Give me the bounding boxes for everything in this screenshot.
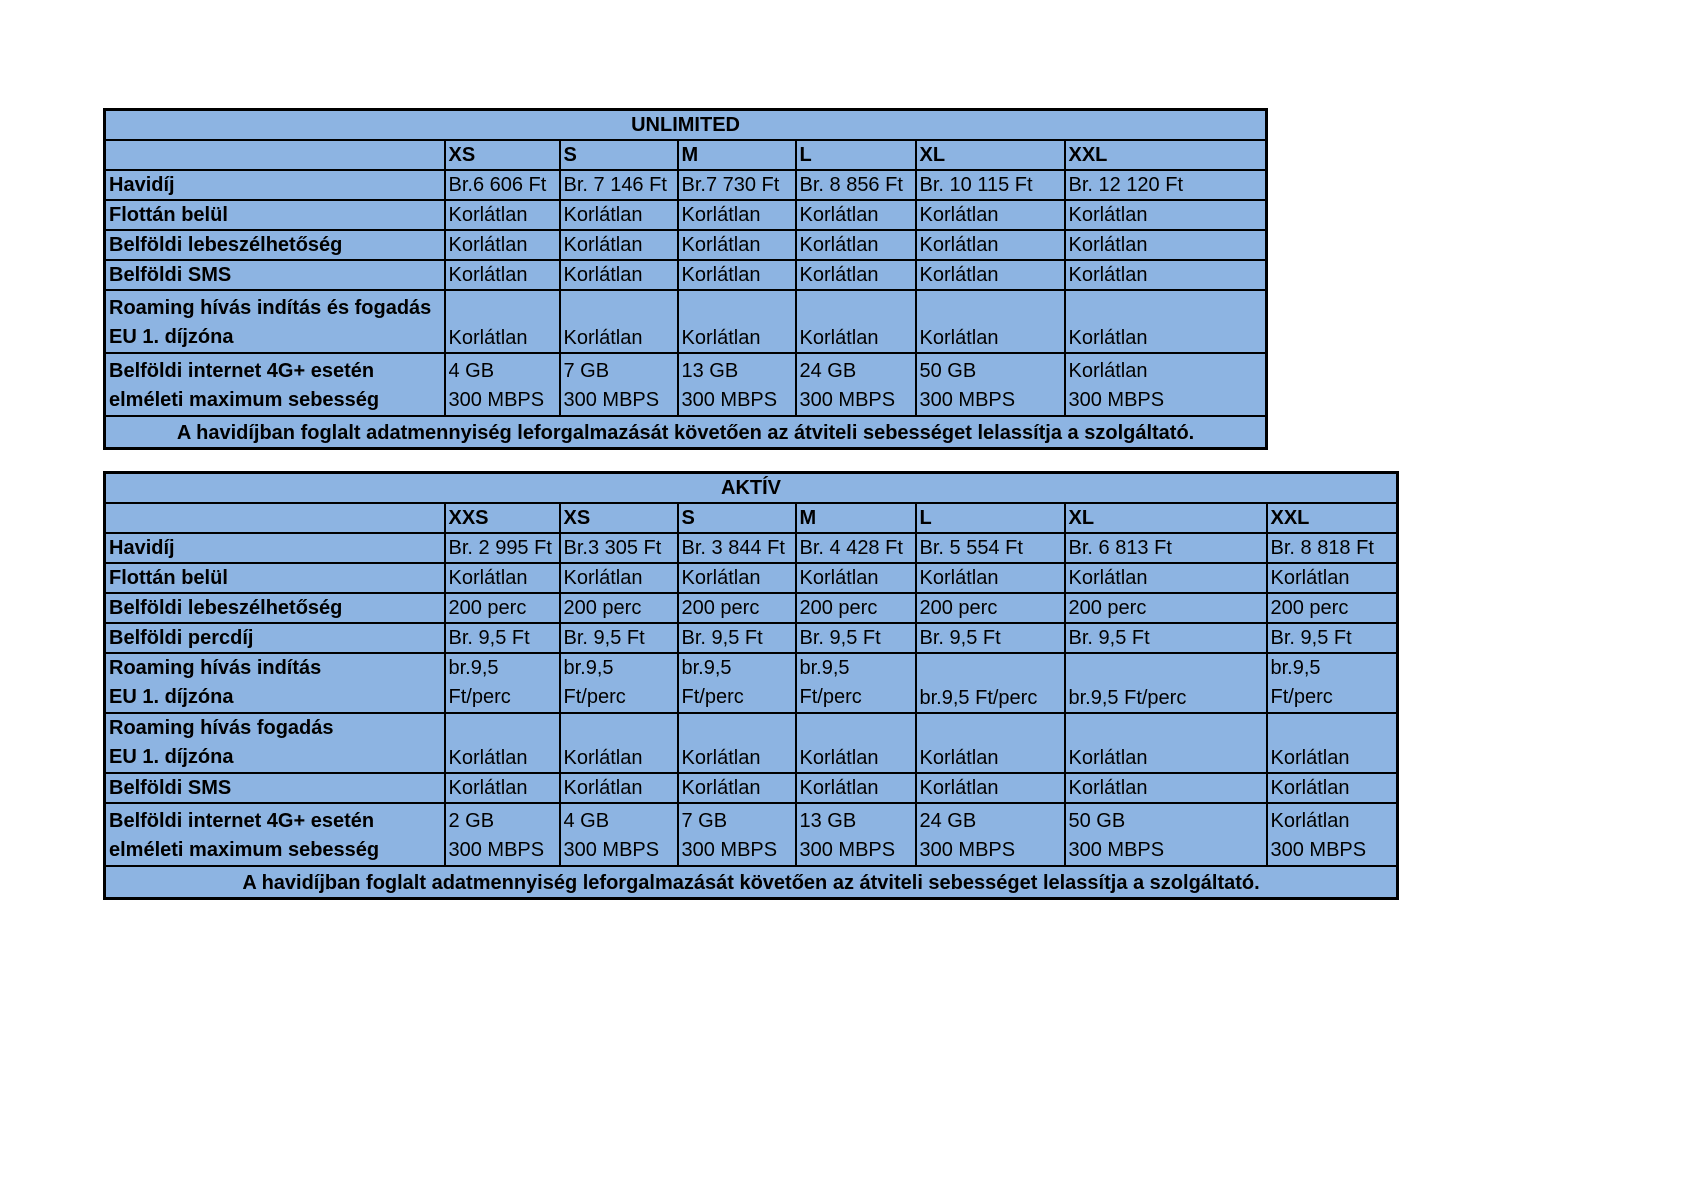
- plan-header: L: [796, 140, 916, 170]
- table-cell: Korlátlan: [678, 563, 796, 593]
- table-cell: 7 GB 300 MBPS: [678, 803, 796, 866]
- plan-header: XS: [560, 503, 678, 533]
- table-cell: Korlátlan: [560, 773, 678, 803]
- table-row: [105, 353, 1267, 416]
- table-cell: Korlátlan: [678, 200, 796, 230]
- plan-header: XS: [445, 140, 560, 170]
- row-label: Havidíj: [105, 533, 445, 563]
- table-cell: br.9,5 Ft/perc: [560, 653, 678, 713]
- table-row: [105, 290, 1267, 353]
- plan-header: XXL: [1267, 503, 1398, 533]
- table-row: [105, 623, 1398, 653]
- table-cell: Korlátlan: [445, 563, 560, 593]
- table-cell: Korlátlan: [1065, 713, 1267, 773]
- table-cell: 200 perc: [1065, 593, 1267, 623]
- plan-header: L: [916, 503, 1065, 533]
- table-cell: 50 GB 300 MBPS: [1065, 803, 1267, 866]
- row-label: Roaming hívás indítás EU 1. díjzóna: [105, 653, 445, 713]
- table-cell: Br. 2 995 Ft: [445, 533, 560, 563]
- plan-header: XL: [1065, 503, 1267, 533]
- table-cell: br.9,5 Ft/perc: [916, 653, 1065, 713]
- table-row: [105, 170, 1267, 200]
- corner-cell: [105, 503, 445, 533]
- table-footnote: A havidíjban foglalt adatmennyiség leforgalmazását követően az átviteli sebességet lelassítja a szolgáltató.: [105, 416, 1267, 449]
- table-row: [105, 773, 1398, 803]
- unlimited-table: [103, 108, 1268, 450]
- table-cell: Br.3 305 Ft: [560, 533, 678, 563]
- table-title: AKTÍV: [105, 473, 1398, 504]
- row-label: Roaming hívás indítás és fogadás EU 1. díjzóna: [105, 290, 445, 353]
- row-label: Belföldi percdíj: [105, 623, 445, 653]
- table-cell: Br. 9,5 Ft: [560, 623, 678, 653]
- table-cell: Korlátlan: [916, 230, 1065, 260]
- table-title: UNLIMITED: [105, 110, 1267, 141]
- table-cell: 13 GB 300 MBPS: [796, 803, 916, 866]
- table-cell: Br. 8 856 Ft: [796, 170, 916, 200]
- table-cell: 200 perc: [796, 593, 916, 623]
- table-cell: Korlátlan: [916, 563, 1065, 593]
- table-row: [105, 563, 1398, 593]
- table-cell: Korlátlan: [445, 290, 560, 353]
- table-cell: Br. 12 120 Ft: [1065, 170, 1267, 200]
- table-cell: Korlátlan: [1065, 200, 1267, 230]
- table-cell: Korlátlan: [796, 230, 916, 260]
- table-cell: Korlátlan: [916, 773, 1065, 803]
- table-cell: Korlátlan: [678, 260, 796, 290]
- table-cell: Korlátlan: [445, 260, 560, 290]
- table-cell: Br. 10 115 Ft: [916, 170, 1065, 200]
- table-footnote: A havidíjban foglalt adatmennyiség leforgalmazását követően az átviteli sebességet lelassítja a szolgáltató.: [105, 866, 1398, 899]
- row-label: Belföldi SMS: [105, 773, 445, 803]
- table-cell: Br. 9,5 Ft: [445, 623, 560, 653]
- table-cell: Br.6 606 Ft: [445, 170, 560, 200]
- plan-header: XL: [916, 140, 1065, 170]
- table-cell: Korlátlan 300 MBPS: [1065, 353, 1267, 416]
- table-cell: Korlátlan: [796, 773, 916, 803]
- table-cell: Korlátlan: [445, 713, 560, 773]
- plan-header: S: [678, 503, 796, 533]
- row-label: Belföldi SMS: [105, 260, 445, 290]
- table-cell: Korlátlan: [560, 563, 678, 593]
- table-cell: Br. 5 554 Ft: [916, 533, 1065, 563]
- table-cell: Br. 3 844 Ft: [678, 533, 796, 563]
- row-label: Roaming hívás fogadás EU 1. díjzóna: [105, 713, 445, 773]
- table-cell: Br. 9,5 Ft: [678, 623, 796, 653]
- table-cell: Br. 9,5 Ft: [916, 623, 1065, 653]
- plan-header: S: [560, 140, 678, 170]
- table-cell: Korlátlan: [796, 713, 916, 773]
- row-label: Belföldi lebeszélhetőség: [105, 593, 445, 623]
- plan-header: M: [678, 140, 796, 170]
- table-cell: br.9,5 Ft/perc: [1267, 653, 1398, 713]
- table-cell: Korlátlan: [678, 713, 796, 773]
- table-cell: Korlátlan: [916, 260, 1065, 290]
- table-cell: Korlátlan: [796, 260, 916, 290]
- table-cell: Korlátlan: [916, 713, 1065, 773]
- table-cell: Korlátlan: [445, 773, 560, 803]
- row-label: Flottán belül: [105, 200, 445, 230]
- table-row: [105, 803, 1398, 866]
- table-cell: 4 GB 300 MBPS: [445, 353, 560, 416]
- table-cell: Br. 9,5 Ft: [1267, 623, 1398, 653]
- aktiv-table: [103, 471, 1399, 900]
- table-cell: Korlátlan: [1267, 713, 1398, 773]
- table-cell: br.9,5 Ft/perc: [678, 653, 796, 713]
- table-cell: Br. 7 146 Ft: [560, 170, 678, 200]
- table-cell: Br.7 730 Ft: [678, 170, 796, 200]
- table-row: [105, 260, 1267, 290]
- table-cell: Korlátlan: [1065, 260, 1267, 290]
- table-cell: Korlátlan: [1065, 230, 1267, 260]
- table-row: [105, 533, 1398, 563]
- table-cell: Korlátlan: [560, 713, 678, 773]
- table-cell: 24 GB 300 MBPS: [796, 353, 916, 416]
- table-cell: Korlátlan: [560, 260, 678, 290]
- table-cell: 200 perc: [445, 593, 560, 623]
- table-cell: Korlátlan: [1065, 773, 1267, 803]
- table-cell: 200 perc: [678, 593, 796, 623]
- table-cell: 4 GB 300 MBPS: [560, 803, 678, 866]
- table-row: [105, 230, 1267, 260]
- table-cell: Korlátlan: [678, 230, 796, 260]
- corner-cell: [105, 140, 445, 170]
- table-cell: Korlátlan: [1065, 563, 1267, 593]
- table-cell: Br. 6 813 Ft: [1065, 533, 1267, 563]
- table-cell: Korlátlan: [796, 290, 916, 353]
- row-label: Flottán belül: [105, 563, 445, 593]
- table-cell: 200 perc: [1267, 593, 1398, 623]
- table-cell: 13 GB 300 MBPS: [678, 353, 796, 416]
- table-cell: Br. 9,5 Ft: [796, 623, 916, 653]
- table-row: [105, 593, 1398, 623]
- table-cell: br.9,5 Ft/perc: [796, 653, 916, 713]
- plan-header: XXL: [1065, 140, 1267, 170]
- table-cell: Br. 4 428 Ft: [796, 533, 916, 563]
- table-cell: 24 GB 300 MBPS: [916, 803, 1065, 866]
- table-cell: 200 perc: [916, 593, 1065, 623]
- table-cell: br.9,5 Ft/perc: [445, 653, 560, 713]
- table-cell: 2 GB 300 MBPS: [445, 803, 560, 866]
- table-cell: Korlátlan: [1065, 290, 1267, 353]
- table-cell: Korlátlan: [796, 200, 916, 230]
- row-label: Havidíj: [105, 170, 445, 200]
- table-cell: Korlátlan: [1267, 773, 1398, 803]
- table-row: [105, 200, 1267, 230]
- table-cell: Korlátlan: [560, 290, 678, 353]
- table-cell: Br. 8 818 Ft: [1267, 533, 1398, 563]
- table-cell: Korlátlan: [560, 200, 678, 230]
- row-label: Belföldi internet 4G+ esetén elméleti maximum sebesség: [105, 353, 445, 416]
- table-cell: Korlátlan: [445, 200, 560, 230]
- table-cell: 200 perc: [560, 593, 678, 623]
- table-cell: br.9,5 Ft/perc: [1065, 653, 1267, 713]
- table-cell: Korlátlan: [916, 290, 1065, 353]
- plan-header: M: [796, 503, 916, 533]
- table-cell: Korlátlan: [560, 230, 678, 260]
- table-cell: Br. 9,5 Ft: [1065, 623, 1267, 653]
- table-row: [105, 653, 1398, 713]
- table-row: [105, 713, 1398, 773]
- table-cell: Korlátlan: [796, 563, 916, 593]
- table-cell: Korlátlan: [678, 290, 796, 353]
- row-label: Belföldi internet 4G+ esetén elméleti maximum sebesség: [105, 803, 445, 866]
- table-cell: Korlátlan: [916, 200, 1065, 230]
- table-cell: Korlátlan: [678, 773, 796, 803]
- plan-header: XXS: [445, 503, 560, 533]
- table-cell: 50 GB 300 MBPS: [916, 353, 1065, 416]
- table-cell: 7 GB 300 MBPS: [560, 353, 678, 416]
- table-cell: Korlátlan 300 MBPS: [1267, 803, 1398, 866]
- table-cell: Korlátlan: [445, 230, 560, 260]
- table-cell: Korlátlan: [1267, 563, 1398, 593]
- row-label: Belföldi lebeszélhetőség: [105, 230, 445, 260]
